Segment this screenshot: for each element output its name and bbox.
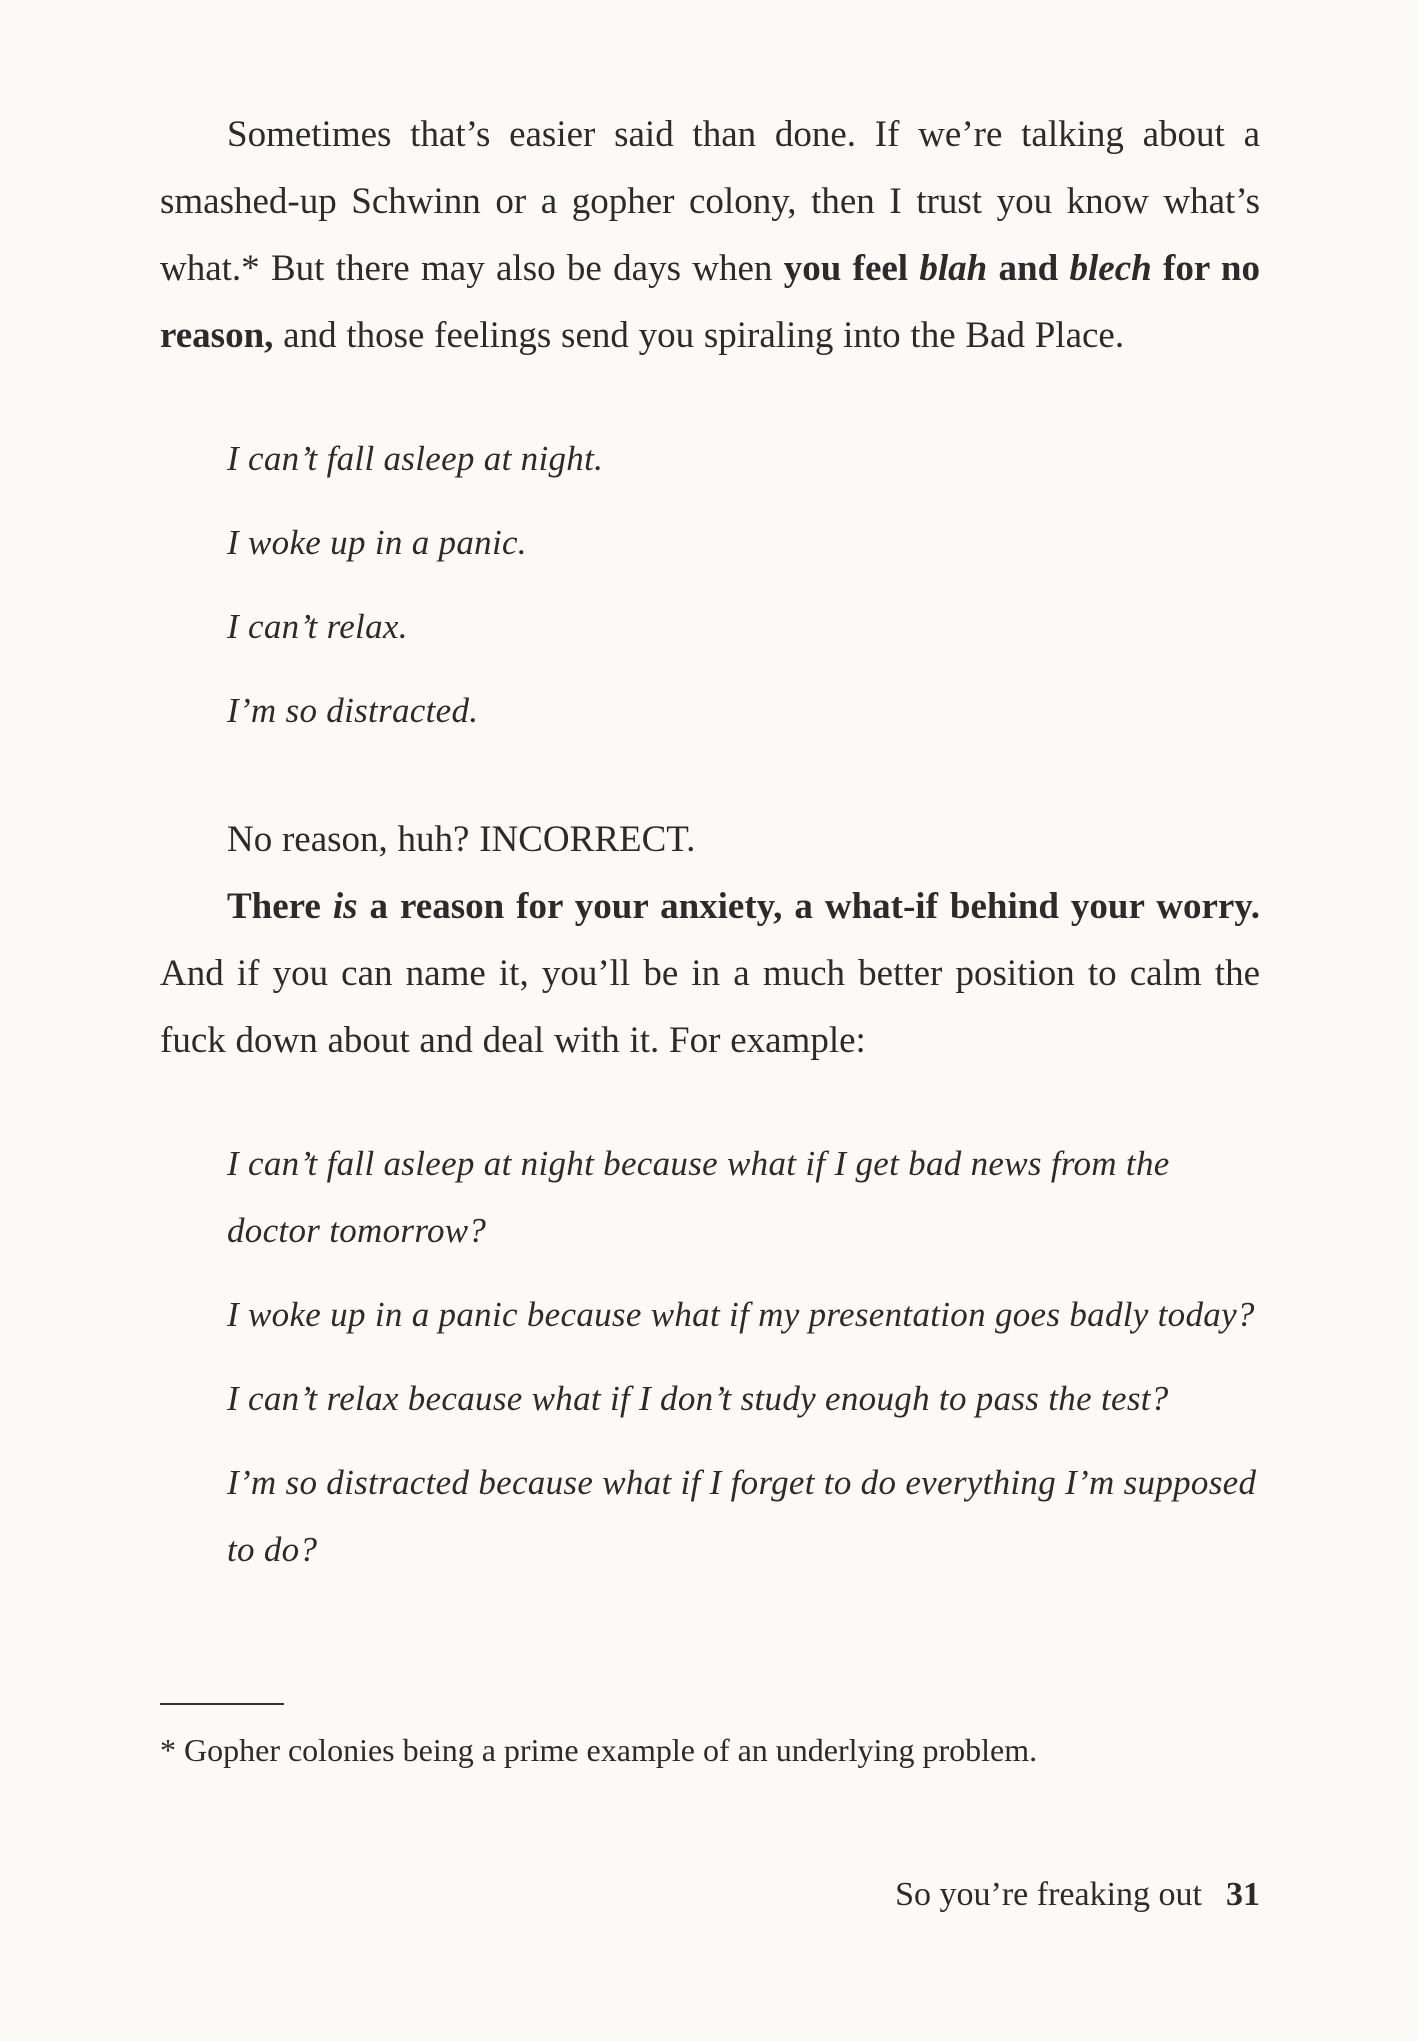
- example-item: I’m so distracted because what if I forget to do everything I’m supposed to do?: [227, 1463, 1257, 1569]
- running-title: So you’re freaking out: [895, 1876, 1202, 1913]
- paragraph-2: No reason, huh? INCORRECT.: [227, 819, 696, 860]
- example-item: I’m so distracted.: [227, 691, 479, 730]
- footnote-divider: [160, 1703, 284, 1705]
- page-number: 31: [1226, 1876, 1260, 1913]
- footnote: * Gopher colonies being a prime example of an underlying problem.: [160, 1732, 1038, 1768]
- example-item: I woke up in a panic.: [227, 523, 527, 562]
- examples-list-1: [160, 425, 1260, 744]
- example-item: I can’t relax because what if I don’t study enough to pass the test?: [227, 1379, 1169, 1418]
- running-footer: [895, 1870, 1260, 1920]
- example-item: I can’t relax.: [227, 607, 408, 646]
- example-item: I can’t fall asleep at night.: [227, 439, 604, 478]
- paragraph-1: Sometimes that’s easier said than done. If we’re talking about a smashed-up Schwinn or a gopher colony, then I trust you know what’s what.* But there may also be days when you feel blah and blech for no reason, and those feelings send you spiraling into the Bad Place.: [160, 114, 1260, 356]
- example-item: I can’t fall asleep at night because what if I get bad news from the doctor tomorrow?: [227, 1144, 1170, 1250]
- main-text: [160, 101, 1260, 1583]
- example-item: I woke up in a panic because what if my presentation goes badly today?: [227, 1295, 1255, 1334]
- paragraph-3: There is a reason for your anxiety, a what-if behind your worry. And if you can name it, you’ll be in a much better position to calm the fuck down about and deal with it. For example:: [160, 886, 1261, 1061]
- examples-list-2: [160, 1130, 1260, 1583]
